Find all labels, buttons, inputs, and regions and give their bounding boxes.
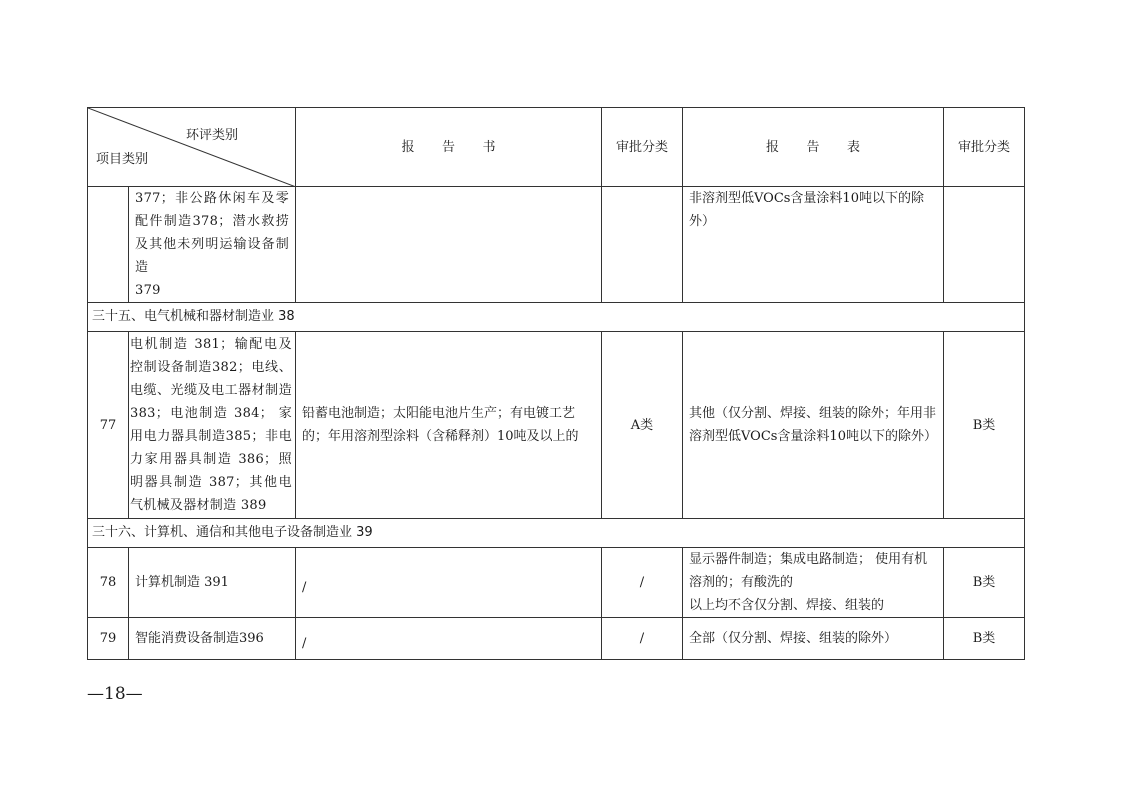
env-category-label: 环评类别 [186, 128, 239, 143]
project-category-cell: 377；非公路休闲车及零配件制造378；潜水救捞及其他未列明运输设备制造 379 [129, 187, 296, 303]
report-book-cell [296, 548, 602, 618]
report-form-cell: 全部（仅分割、焊接、组装的除外） [683, 618, 944, 660]
project-category-cell: 电机制造 381；输配电及控制设备制造382；电线、电缆、光缆及电工器材制造383；电池制造 384； 家用电力器具制造385；非电力家用器具制造 386；照明器具制造 387；其他电气机械及器材制造 389 [129, 332, 296, 519]
section-title: 三十五、电气机械和器材制造业 38 [88, 303, 1025, 332]
row-number: 77 [88, 332, 129, 519]
classification-table [87, 107, 1025, 660]
project-category-label: 项目类别 [96, 152, 149, 167]
table-row-79 [88, 618, 1025, 660]
approval-class-header-2: 审批分类 [944, 108, 1025, 187]
approval-class-cell: B类 [944, 548, 1025, 618]
section-header-36 [88, 519, 1025, 548]
report-book-cell [296, 618, 602, 660]
page-number: —18— [87, 684, 143, 704]
approval-class-cell: A类 [602, 332, 683, 519]
project-category-cell: 智能消费设备制造396 [129, 618, 296, 660]
approval-class-cell [944, 187, 1025, 303]
row-number [88, 187, 129, 303]
table-row-77 [88, 332, 1025, 519]
table-row-78 [88, 548, 1025, 618]
row-number: 78 [88, 548, 129, 618]
section-header-35 [88, 303, 1025, 332]
report-form-cell: 非溶剂型低VOCs含量涂料10吨以下的除外） [683, 187, 944, 303]
report-book-cell: 铅蓄电池制造；太阳能电池片生产；有电镀工艺的；年用溶剂型涂料（含稀释剂）10吨及以上的 [296, 332, 602, 519]
project-category-cell: 计算机制造 391 [129, 548, 296, 618]
report-form-header-text: 报 告 表 [765, 139, 872, 155]
approval-class-cell: B类 [944, 332, 1025, 519]
report-book-cell [296, 187, 602, 303]
report-form-cell: 其他（仅分割、焊接、组装的除外；年用非溶剂型低VOCs含量涂料10吨以下的除外） [683, 332, 944, 519]
report-form-header [683, 108, 944, 187]
row-number: 79 [88, 618, 129, 660]
header-diagonal-cell [88, 108, 296, 187]
section-title: 三十六、计算机、通信和其他电子设备制造业 39 [88, 519, 1025, 548]
approval-class-cell [602, 187, 683, 303]
table-row-376 [88, 187, 1025, 303]
empty-slash: / [302, 636, 307, 651]
report-book-header-text: 报 告 书 [401, 139, 508, 155]
approval-class-cell: / [602, 618, 683, 660]
report-form-cell: 显示器件制造；集成电路制造； 使用有机溶剂的；有酸洗的 以上均不含仅分割、焊接、组装的 [683, 548, 944, 618]
empty-slash: / [302, 580, 307, 595]
approval-class-cell: B类 [944, 618, 1025, 660]
approval-class-cell: / [602, 548, 683, 618]
report-book-header [296, 108, 602, 187]
approval-class-header-1: 审批分类 [602, 108, 683, 187]
header-row [88, 108, 1025, 187]
